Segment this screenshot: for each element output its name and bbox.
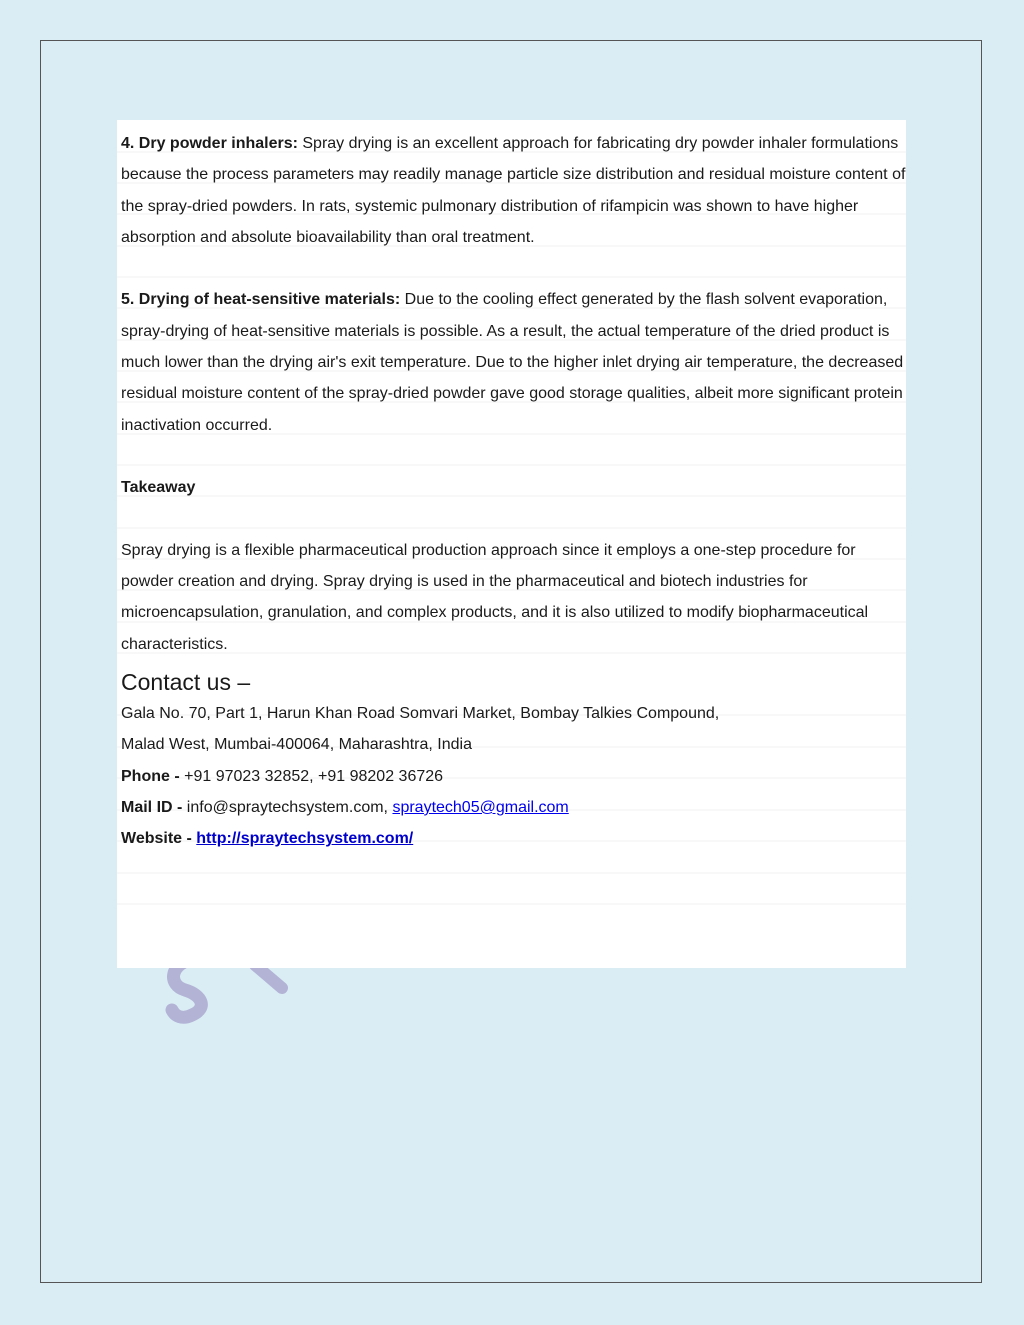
website-line xyxy=(121,823,906,854)
mail-label: Mail ID - xyxy=(121,798,183,816)
website-link[interactable]: http://spraytechsystem.com/ xyxy=(196,830,414,848)
phone-label: Phone - xyxy=(121,767,180,785)
mail-primary: info@spraytechsystem.com, xyxy=(182,798,393,816)
section-heading: 5. Drying of heat-sensitive materials: xyxy=(121,291,401,309)
section-dry-powder-inhalers xyxy=(121,128,906,253)
takeaway-body: Spray drying is a flexible pharmaceutical production approach since it employs a one-step procedure for powder creation and drying. Spray drying is used in the pharmaceutical and biotech industries for microencapsulation, granulation, and complex products, and it is also utilized to modify biopharmaceutical characteristics. xyxy=(121,541,869,653)
spacer xyxy=(121,441,906,472)
phone-line xyxy=(121,761,906,792)
mail-line xyxy=(121,792,906,823)
spacer xyxy=(121,504,906,535)
content-card xyxy=(117,120,906,968)
website-label: Website - xyxy=(121,830,192,848)
article-text xyxy=(121,128,906,855)
phone-value: +91 97023 32852, +91 98202 36726 xyxy=(179,767,444,785)
section-body: Due to the cooling effect generated by the flash solvent evaporation, spray-drying of heat-sensitive materials is possible. As a result, the actual temperature of the dried product is much lower than the drying air's exit temperature. Due to the higher inlet drying air temperature, the decreased residual moisture content of the spray-dried powder gave good storage qualities, albeit more significant protein inactivation occurred. xyxy=(121,291,904,434)
section-heat-sensitive xyxy=(121,284,906,440)
takeaway-heading xyxy=(121,472,906,503)
section-heading: Takeaway xyxy=(121,479,196,497)
contact-heading: Contact us – xyxy=(121,669,251,696)
section-body: Spray drying is an excellent approach for fabricating dry powder inhaler formulations because the process parameters may readily manage particle size distribution and residual moisture content of the spray-dried powders. In rats, systemic pulmonary distribution of rifampicin was shown to have higher absorption and absolute bioavailability than oral treatment. xyxy=(121,135,906,246)
mail-secondary-link[interactable]: spraytech05@gmail.com xyxy=(392,798,569,816)
spacer xyxy=(121,253,906,284)
address-line-1: Gala No. 70, Part 1, Harun Khan Road Somvari Market, Bombay Talkies Compound, xyxy=(121,705,720,723)
section-heading: 4. Dry powder inhalers: xyxy=(121,135,298,152)
address-line-2: Malad West, Mumbai-400064, Maharashtra, India xyxy=(121,736,472,754)
